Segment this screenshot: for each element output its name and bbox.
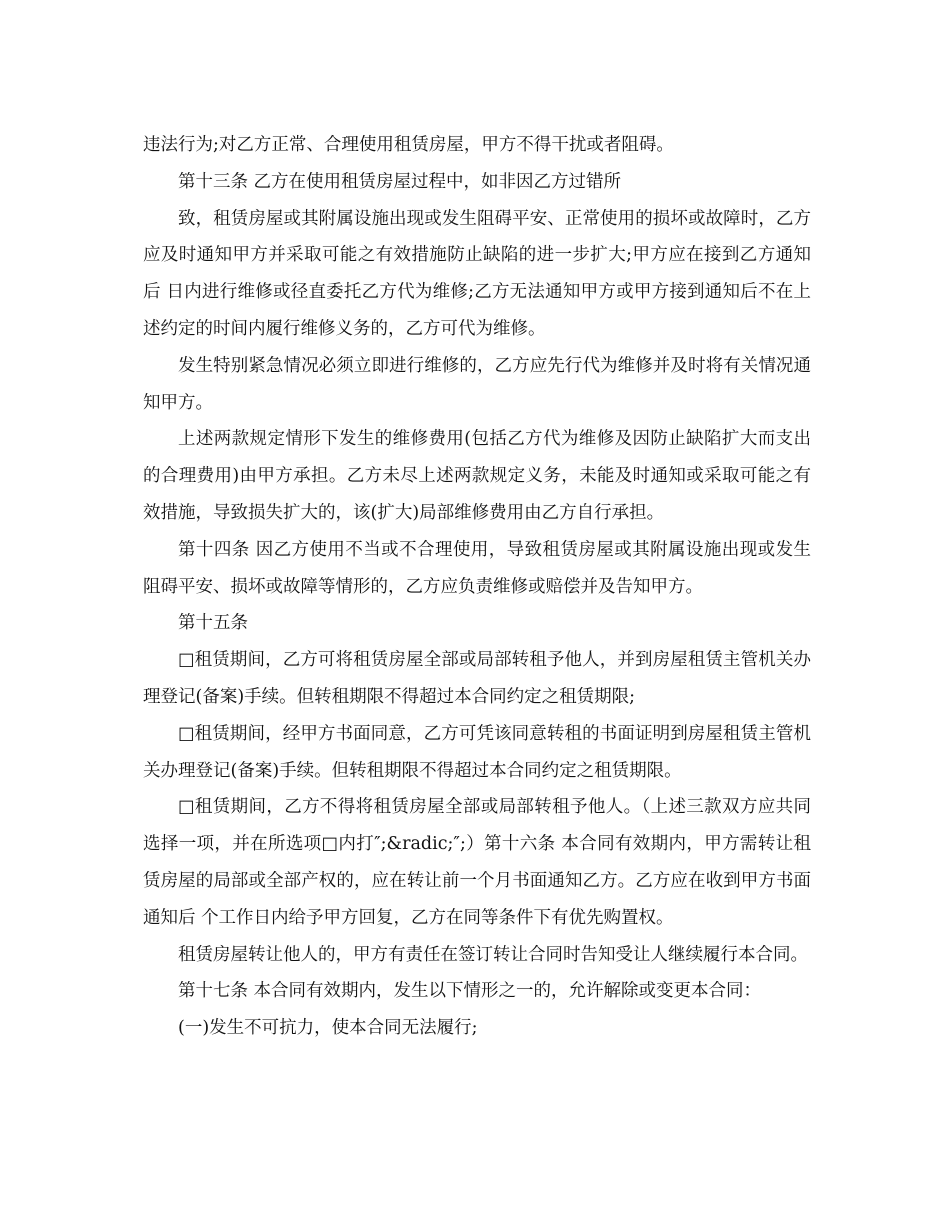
paragraph-article-15-heading: 第十五条 (178, 613, 248, 634)
paragraph-article-13-heading: 第十三条 乙方在使用租赁房屋过程中，如非因乙方过错所 (178, 171, 622, 192)
paragraph-sublease-option-2: □租赁期间，经甲方书面同意，乙方可凭该同意转租的书面证明到房屋租赁主管机关办理登记(备案)手续。但转租期限不得超过本合同约定之租赁期限。 (143, 723, 811, 781)
document-body (143, 127, 811, 1047)
paragraph-illegal-acts: 违法行为;对乙方正常、合理使用租赁房屋，甲方不得干扰或者阻碍。 (143, 135, 674, 155)
paragraph-repair-costs: 上述两款规定情形下发生的维修费用(包括乙方代为维修及因防止缺陷扩大而支出的合理费用)由甲方承担。乙方未尽上述两款规定义务，未能及时通知或采取可能之有效措施，导致损失扩大的，该(扩大)局部维修费用由乙方自行承担。 (143, 429, 811, 523)
paragraph-article-17: 第十七条 本合同有效期内，发生以下情形之一的，允许解除或变更本合同： (178, 981, 762, 1002)
paragraph-force-majeure: (一)发生不可抗力，使本合同无法履行; (178, 1018, 478, 1039)
paragraph-article-14: 第十四条 因乙方使用不当或不合理使用，导致租赁房屋或其附属设施出现或发生阻碍平安、损坏或故障等情形的，乙方应负责维修或赔偿并及告知甲方。 (143, 539, 811, 597)
paragraph-sublease-option-1: □租赁期间，乙方可将租赁房屋全部或局部转租予他人，并到房屋租赁主管机关办理登记(备案)手续。但转租期限不得超过本合同约定之租赁期限; (143, 650, 811, 707)
paragraph-article-13-body: 致，租赁房屋或其附属设施出现或发生阻碍平安、正常使用的损坏或故障时，乙方应及时通知甲方并采取可能之有效措施防止缺陷的进一步扩大;甲方应在接到乙方通知后 日内进行维修或径直委托乙方代为维修;乙方无法通知甲方或甲方接到通知后不在上述约定的时间内履行维修义务的，乙方可代为维修。 (143, 208, 811, 339)
paragraph-emergency-repair: 发生特别紧急情况必须立即进行维修的，乙方应先行代为维修并及时将有关情况通知甲方。 (143, 355, 811, 413)
paragraph-transfer-obligation: 租赁房屋转让他人的，甲方有责任在签订转让合同时告知受让人继续履行本合同。 (178, 944, 808, 965)
paragraph-sublease-option-3-article-16: □租赁期间，乙方不得将租赁房屋全部或局部转租予他人。（上述三款双方应共同选择一项，并在所选项□内打″;&radic;″;）第十六条 本合同有效期内，甲方需转让租赁房屋的局部或全部产权的，应在转让前一个月书面通知乙方。乙方应在收到甲方书面通知后 个工作日内给予甲方回复，乙方在同等条件下有优先购置权。 (143, 797, 811, 928)
